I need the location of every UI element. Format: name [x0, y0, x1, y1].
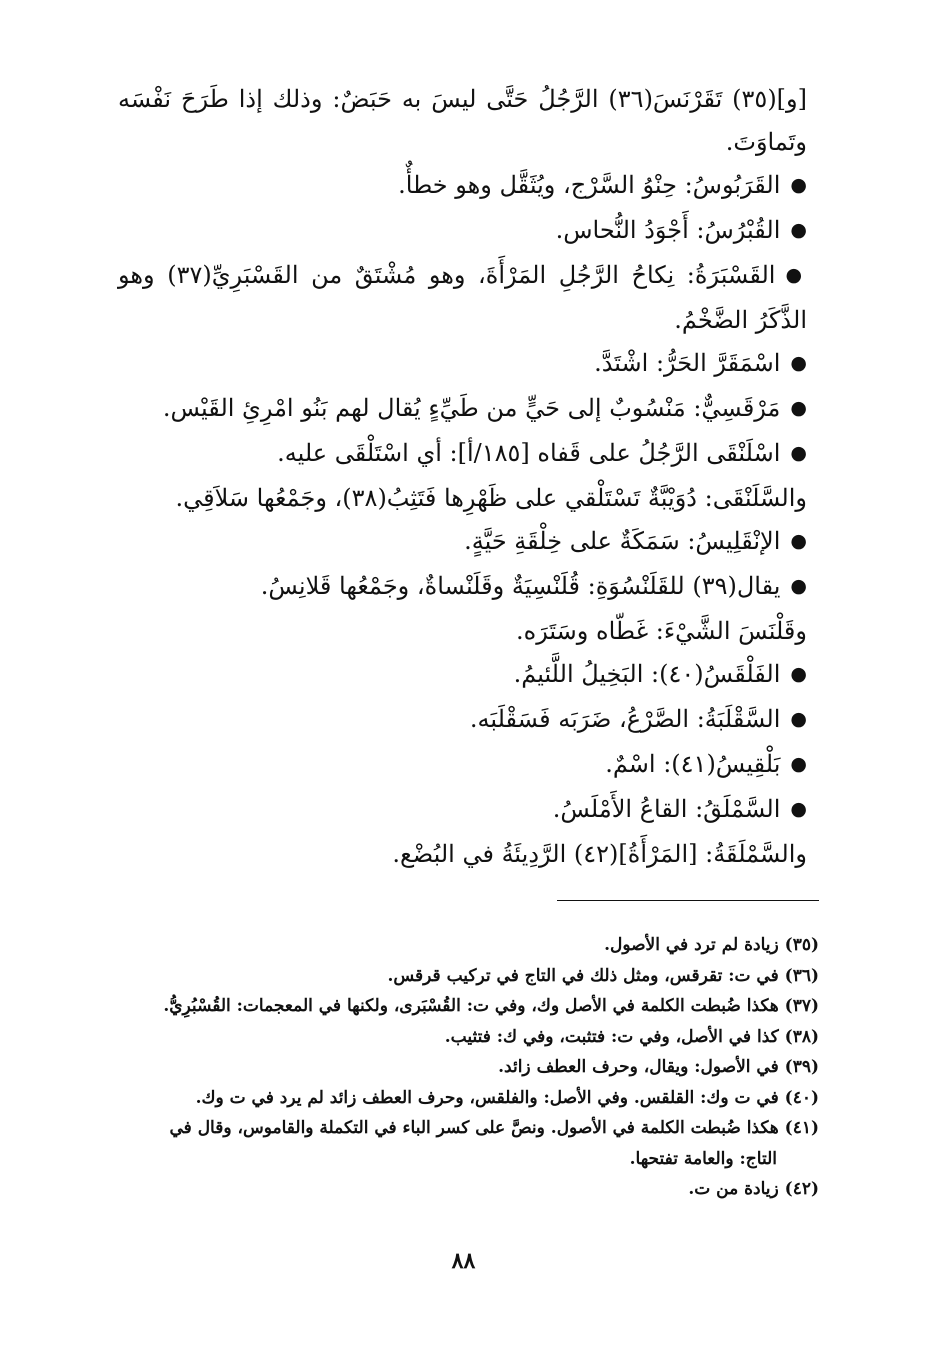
- footnote: (٤٠) في ت وك: القلقس. وفي الأصل: والفلقس، وحرف العطف زائد لم يرد في ت وك.: [195, 1087, 819, 1108]
- footnotes: [100, 930, 819, 1205]
- footnote: (٣٧) هكذا ضُبطت الكلمة في الأصل وك، وفي ت: القُسْبَرى، ولكنها في المعجمات: القُسْبُرِيُّ.: [163, 996, 819, 1016]
- entry-line: ● القُبْرُسُ: أَجْوَدُ النُّحاس.: [118, 209, 807, 254]
- footnote: (٣٦) في ت: تقرقس، ومثل ذلك في التاج في تركيب قرقس.: [387, 965, 819, 986]
- entry-line: والسَّلَنْقَى: دُوَيْبَّةٌ تَسْتَلْقي على ظَهْرِها فَتَثِبُ(٣٨)، وجَمْعُها سَلاَقِي.: [175, 484, 807, 512]
- page-number: ٨٨: [451, 1248, 476, 1274]
- entry-line: ● اسْمَقَرَّ الحَرُّ: اشْتَدَّ.: [118, 342, 807, 387]
- entry-line: ● مَرْقَسِيٌّ: مَنْسُوبٌ إلى حَيٍّ من طَيِّءٍ يُقال لهم بَنُو امْرِئِ القَيْس.: [118, 387, 807, 432]
- entry-line: ● السَّمْلَقُ: القاعُ الأَمْلَسُ.: [118, 788, 807, 833]
- entry-line: وقَلْنَسَ الشَّيْءَ: غَطّاه وسَتَرَه.: [515, 617, 807, 645]
- entry-line: [و](٣٥) تَقَرْنَسَ(٣٦) الرَّجُلُ حَتَّى ليسَ به حَبَضٌ: وذلك إذا طَرَحَ نَفْسَه وتَماوَتَ.: [118, 85, 807, 156]
- entry-line: ● الفَلْقَسُ(٤٠): البَخِيلُ اللَّئيمُ.: [118, 653, 807, 698]
- footnote: (٣٥) زيادة لم ترد في الأصول.: [604, 935, 819, 955]
- entry-line: ● القَرَبُوسُ: حِنْوُ السَّرْج، ويُثَقَّل وهو خطأٌ.: [118, 164, 807, 209]
- footnote: (٤١) هكذا ضُبطت الكلمة في الأصول. ونصَّ على كسر الباء في التكملة والقاموس، وقال في: [169, 1118, 819, 1138]
- entry-line: ● الإنْقَلِيسُ: سَمَكَةٌ على خِلْقَةِ حَيَّةٍ.: [118, 520, 807, 565]
- entry-line: ● يقال(٣٩) للقَلَنْسُوَةِ: قُلَنْسِيَةٌ وقَلَنْساةٌ، وجَمْعُها قَلانِسُ.: [118, 565, 807, 610]
- footnote: (٤٢) زيادة من ت.: [688, 1179, 819, 1199]
- entry-line: ● السَّقْلَبَةُ: الصَّرْعُ، ضَرَبَه فَسَقْلَبَه.: [118, 698, 807, 743]
- footnote: (٣٩) في الأصول: ويقال، وحرف العطف زائد.: [498, 1057, 819, 1077]
- footnote-divider: [557, 900, 819, 901]
- entry-line: والسَّمْلَقَةُ: [المَرْأَةُ](٤٢) الرَّدِيئَةُ في البُضْع.: [392, 840, 807, 868]
- entry-line: ● بَلْقِيسُ(٤١): اسْمٌ.: [118, 743, 807, 788]
- entry-line: ● اسْلَنْقَى الرَّجُلُ على قَفاه [١٨٥/أ]: أي اسْتَلْقَى عليه.: [118, 432, 807, 477]
- footnote-continuation: التاج: والعامة تفتحها.: [629, 1148, 777, 1169]
- footnote: (٣٨) كذا في الأصل، وفي ت: فتثبت، وفي ك: فتثيب.: [444, 1026, 819, 1047]
- main-text: [118, 78, 807, 876]
- entry-line: ● القَسْبَرَةُ: نِكاحُ الرَّجُلِ المَرْأَةَ، وهو مُشْتَقٌ من القَسْبَرِيِّ(٣٧) وهو الذَّكَرُ الضَّخْمُ.: [118, 254, 807, 342]
